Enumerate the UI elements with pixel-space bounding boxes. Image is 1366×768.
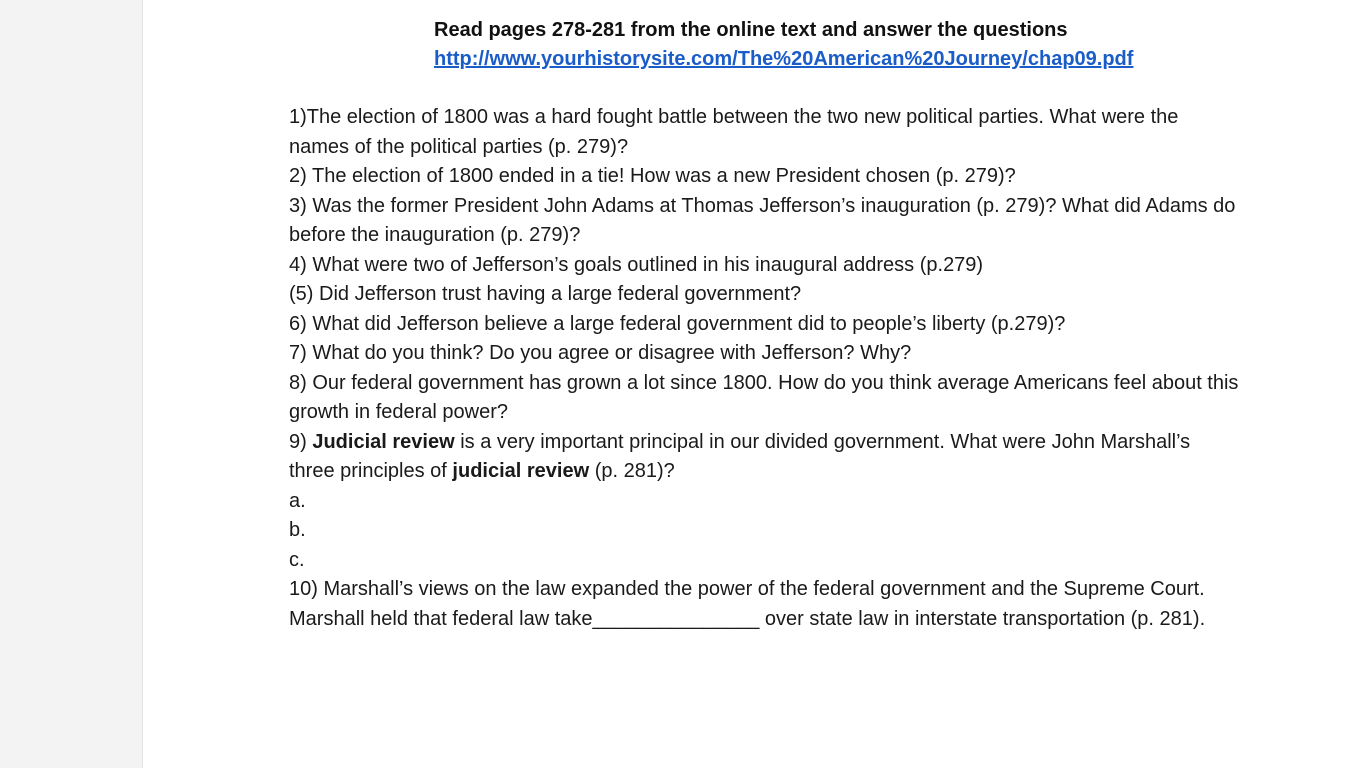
question-3: 3) Was the former President John Adams at Thomas Jefferson’s inauguration (p. 279)? What did Adams do before the inauguration (p. 279)? [289, 194, 1236, 246]
question-7: 7) What do you think? Do you agree or disagree with Jefferson? Why? [289, 342, 912, 364]
question-9-suffix: (p. 281)? [589, 460, 675, 482]
chapter-pdf-link[interactable]: http://www.yourhistorysite.com/The%20American%20Journey/chap09.pdf [434, 48, 1134, 70]
question-list [289, 103, 1239, 634]
answer-option-b: b. [289, 519, 306, 541]
question-9-term-2: judicial review [452, 460, 590, 482]
question-6: 6) What did Jefferson believe a large federal government did to people’s liberty (p.279)? [289, 312, 1066, 335]
question-4: 4) What were two of Jefferson’s goals outlined in his inaugural address (p.279) [289, 253, 984, 276]
question-9 [289, 428, 1239, 487]
answer-option-a: a. [289, 489, 306, 512]
document-page [143, 0, 1366, 768]
question-5: (5) Did Jefferson trust having a large federal government? [289, 283, 802, 305]
answer-option-c: c. [289, 548, 305, 571]
question-9-middle: is a very important principal in our divided government. What were John Marshall’s three principles of [289, 430, 1191, 482]
left-margin [0, 0, 143, 768]
question-10: 10) Marshall’s views on the law expanded the power of the federal government and the Supreme Court. Marshall held that federal law take_______________ over state law in interstate transportation (p. 281). [289, 578, 1206, 630]
document-heading [434, 16, 1254, 74]
question-9-term-1: Judicial review [312, 430, 455, 453]
question-1: 1)The election of 1800 was a hard fought battle between the two new political parties. What were the names of the political parties (p. 279)? [289, 106, 1179, 158]
question-2: 2) The election of 1800 ended in a tie! How was a new President chosen (p. 279)? [289, 165, 1016, 187]
question-8: 8) Our federal government has grown a lot since 1800. How do you think average Americans feel about this growth in federal power? [289, 371, 1239, 423]
question-9-prefix: 9) [289, 430, 313, 453]
instruction-text: Read pages 278-281 from the online text and answer the questions [434, 19, 1068, 41]
